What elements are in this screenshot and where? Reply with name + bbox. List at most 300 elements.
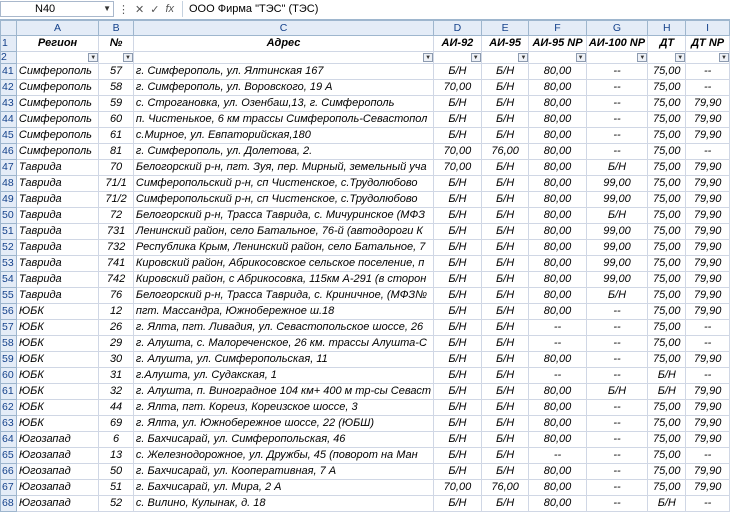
cell-ai95[interactable]: Б/Н [481,288,529,304]
cell-ai95np[interactable]: 80,00 [529,64,586,80]
cell-num[interactable]: 71/1 [99,176,134,192]
cell-region[interactable]: Таврида [16,256,98,272]
cell-region[interactable]: Югозапад [16,496,98,512]
cell-dt[interactable]: 75,00 [648,336,686,352]
row-header[interactable]: 47 [1,160,17,176]
row-header[interactable]: 52 [1,240,17,256]
cell-dtnp[interactable]: 79,90 [686,480,730,496]
row-header[interactable]: 2 [1,52,17,64]
cell-ai95[interactable]: Б/Н [481,368,529,384]
cell-num[interactable]: 52 [99,496,134,512]
cell-ai95[interactable]: Б/Н [481,352,529,368]
row-header[interactable]: 55 [1,288,17,304]
cell-ai95[interactable]: Б/Н [481,400,529,416]
cell-dtnp[interactable]: 79,90 [686,352,730,368]
cell-address[interactable]: Кировский район, с Абрикосовка, 115км А-291 (в сторон [133,272,433,288]
chevron-down-icon[interactable]: ▼ [103,4,111,13]
cell-ai95[interactable]: 76,00 [481,480,529,496]
cell-ai95np[interactable]: 80,00 [529,464,586,480]
cell-address[interactable]: Белогорский р-н, Трасса Таврида, с. Криничное, (МФЗ№ [133,288,433,304]
row-header[interactable]: 68 [1,496,17,512]
cell-ai95[interactable]: Б/Н [481,208,529,224]
cell-dtnp[interactable]: 79,90 [686,192,730,208]
column-header-h[interactable]: H [648,21,686,36]
cell-address[interactable]: г. Бахчисарай, ул. Кооперативная, 7 А [133,464,433,480]
cell-ai95np[interactable]: 80,00 [529,144,586,160]
cell-ai95[interactable]: Б/Н [481,96,529,112]
cell-address[interactable]: с. Вилино, Кулынак, д. 18 [133,496,433,512]
row-header[interactable]: 60 [1,368,17,384]
cancel-icon[interactable]: ✕ [135,3,145,16]
cell-ai100np[interactable]: Б/Н [586,160,648,176]
cell-ai100np[interactable]: -- [586,80,648,96]
cell-ai95[interactable]: Б/Н [481,112,529,128]
cell-address[interactable]: пгт. Массандра, Южнобережное ш.18 [133,304,433,320]
cell-ai100np[interactable]: -- [586,128,648,144]
cell-dtnp[interactable]: 79,90 [686,208,730,224]
cell-address[interactable]: Симферопольский р-н, сп Чистенское, с.Трудолюбово [133,192,433,208]
row-header[interactable]: 58 [1,336,17,352]
cell-ai100np[interactable]: -- [586,464,648,480]
cell-ai92[interactable]: Б/Н [434,96,482,112]
header-dtnp[interactable]: ДТ NP [686,36,730,52]
cell-num[interactable]: 26 [99,320,134,336]
cell-ai100np[interactable]: Б/Н [586,384,648,400]
cell-ai92[interactable]: Б/Н [434,400,482,416]
header-num[interactable]: № [99,36,134,52]
cell-dt[interactable]: 75,00 [648,256,686,272]
cell-address[interactable]: с.Мирное, ул. Евпаторийская,180 [133,128,433,144]
cell-ai95np[interactable]: 80,00 [529,272,586,288]
cell-ai95np[interactable]: -- [529,320,586,336]
cell-num[interactable]: 31 [99,368,134,384]
cell-ai92[interactable]: Б/Н [434,256,482,272]
cell-ai100np[interactable]: 99,00 [586,176,648,192]
cell-address[interactable]: г. Симферополь, ул. Ялтинская 167 [133,64,433,80]
cell-ai95[interactable]: Б/Н [481,336,529,352]
cell-ai92[interactable]: Б/Н [434,208,482,224]
cell-ai95[interactable]: Б/Н [481,176,529,192]
cell-dtnp[interactable]: -- [686,144,730,160]
row-header[interactable]: 44 [1,112,17,128]
cell-ai95np[interactable]: 80,00 [529,304,586,320]
cell-dt[interactable]: 75,00 [648,464,686,480]
cell-region[interactable]: ЮБК [16,352,98,368]
cell-ai95np[interactable]: 80,00 [529,432,586,448]
cell-ai92[interactable]: Б/Н [434,112,482,128]
cell-dtnp[interactable]: -- [686,448,730,464]
cell-ai92[interactable]: 70,00 [434,144,482,160]
cell-dt[interactable]: Б/Н [648,384,686,400]
cell-ai95np[interactable]: 80,00 [529,176,586,192]
row-header[interactable]: 64 [1,432,17,448]
cell-num[interactable]: 44 [99,400,134,416]
cell-ai95[interactable]: Б/Н [481,272,529,288]
cell-ai95np[interactable]: 80,00 [529,112,586,128]
column-header-i[interactable]: I [686,21,730,36]
cell-dtnp[interactable]: 79,90 [686,384,730,400]
cell-region[interactable]: Таврида [16,272,98,288]
cell-dt[interactable]: 75,00 [648,176,686,192]
cell-ai95[interactable]: Б/Н [481,128,529,144]
cell-ai95np[interactable]: 80,00 [529,416,586,432]
filter-dropdown-icon[interactable]: ▼ [471,53,481,62]
cell-ai95[interactable]: Б/Н [481,432,529,448]
cell-ai100np[interactable]: -- [586,496,648,512]
cell-region[interactable]: Таврида [16,208,98,224]
cell-ai92[interactable]: 70,00 [434,480,482,496]
enter-icon[interactable]: ✓ [150,3,160,16]
cell-region[interactable]: Югозапад [16,448,98,464]
cell-address[interactable]: г. Алушта, ул. Симферопольская, 11 [133,352,433,368]
row-header[interactable]: 67 [1,480,17,496]
cell-ai100np[interactable]: -- [586,448,648,464]
header-dt[interactable]: ДТ [648,36,686,52]
select-all-corner[interactable] [1,21,17,36]
column-header-d[interactable]: D [434,21,482,36]
cell-region[interactable]: Югозапад [16,464,98,480]
cell-address[interactable]: г. Бахчисарай, ул. Симферопольская, 46 [133,432,433,448]
cell-num[interactable]: 742 [99,272,134,288]
cell-dtnp[interactable]: 79,90 [686,96,730,112]
cell-num[interactable]: 29 [99,336,134,352]
cell-num[interactable]: 13 [99,448,134,464]
cell-ai100np[interactable]: 99,00 [586,240,648,256]
cell-dtnp[interactable]: 79,90 [686,128,730,144]
row-header[interactable]: 50 [1,208,17,224]
insert-function-icon[interactable]: fx [165,3,174,15]
cell-dt[interactable]: 75,00 [648,352,686,368]
cell-ai92[interactable]: Б/Н [434,240,482,256]
cell-address[interactable]: г. Ялта, пгт. Ливадия, ул. Севастопольское шоссе, 26 [133,320,433,336]
cell-ai100np[interactable]: Б/Н [586,288,648,304]
cell-ai92[interactable]: Б/Н [434,448,482,464]
cell-ai95[interactable]: Б/Н [481,320,529,336]
column-header-g[interactable]: G [586,21,648,36]
cell-region[interactable]: Таврида [16,288,98,304]
cell-dtnp[interactable]: 79,90 [686,416,730,432]
cell-region[interactable]: Симферополь [16,112,98,128]
cell-ai95[interactable]: Б/Н [481,240,529,256]
cell-region[interactable]: Таврида [16,224,98,240]
row-header[interactable]: 45 [1,128,17,144]
cell-ai92[interactable]: Б/Н [434,288,482,304]
cell-region[interactable]: Таврида [16,176,98,192]
cell-ai95np[interactable]: 80,00 [529,288,586,304]
cell-ai100np[interactable]: Б/Н [586,208,648,224]
cell-address[interactable]: Симферопольский р-н, сп Чистенское, с.Трудолюбово [133,176,433,192]
cell-dtnp[interactable]: 79,90 [686,256,730,272]
cell-ai92[interactable]: Б/Н [434,432,482,448]
cell-region[interactable]: ЮБК [16,368,98,384]
cell-ai95[interactable]: Б/Н [481,80,529,96]
row-header[interactable]: 1 [1,36,17,52]
cell-region[interactable]: Симферополь [16,144,98,160]
cell-dt[interactable]: Б/Н [648,368,686,384]
header-ai100np[interactable]: АИ-100 NP [586,36,648,52]
cell-dt[interactable]: 75,00 [648,304,686,320]
row-header[interactable]: 41 [1,64,17,80]
cell-dt[interactable]: 75,00 [648,480,686,496]
cell-address[interactable]: с. Строгановка, ул. Озенбаш,13, г. Симферополь [133,96,433,112]
cell-ai92[interactable]: Б/Н [434,384,482,400]
cell-ai100np[interactable]: 99,00 [586,192,648,208]
cell-dtnp[interactable]: 79,90 [686,464,730,480]
cell-ai95np[interactable]: 80,00 [529,160,586,176]
cell-ai95[interactable]: Б/Н [481,384,529,400]
cell-region[interactable]: ЮБК [16,384,98,400]
row-header[interactable]: 56 [1,304,17,320]
row-header[interactable]: 63 [1,416,17,432]
header-region[interactable]: Регион [16,36,98,52]
cell-num[interactable]: 81 [99,144,134,160]
cell-dtnp[interactable]: -- [686,496,730,512]
cell-dt[interactable]: 75,00 [648,208,686,224]
row-header[interactable]: 65 [1,448,17,464]
cell-dtnp[interactable]: 79,90 [686,304,730,320]
row-header[interactable]: 57 [1,320,17,336]
cell-num[interactable]: 30 [99,352,134,368]
cell-num[interactable]: 59 [99,96,134,112]
column-header-c[interactable]: C [133,21,433,36]
cell-region[interactable]: ЮБК [16,304,98,320]
cell-ai95np[interactable]: 80,00 [529,224,586,240]
cell-region[interactable]: ЮБК [16,336,98,352]
cell-dtnp[interactable]: 79,90 [686,432,730,448]
name-box[interactable] [0,1,114,17]
cell-dt[interactable]: 75,00 [648,112,686,128]
cell-ai100np[interactable]: -- [586,480,648,496]
cell-dt[interactable]: 75,00 [648,400,686,416]
cell-ai100np[interactable]: -- [586,336,648,352]
cell-ai95np[interactable]: 80,00 [529,384,586,400]
cell-ai95[interactable]: Б/Н [481,192,529,208]
row-header[interactable]: 53 [1,256,17,272]
cell-ai100np[interactable]: 99,00 [586,224,648,240]
cell-ai100np[interactable]: -- [586,112,648,128]
cell-dtnp[interactable]: -- [686,320,730,336]
cell-num[interactable]: 732 [99,240,134,256]
cell-address[interactable]: Кировский район, Абрикосовское сельское поселение, п [133,256,433,272]
cell-ai95[interactable]: Б/Н [481,416,529,432]
cell-ai95np[interactable]: -- [529,448,586,464]
cell-ai95[interactable]: Б/Н [481,160,529,176]
cell-num[interactable]: 57 [99,64,134,80]
column-header-e[interactable]: E [481,21,529,36]
cell-num[interactable]: 69 [99,416,134,432]
row-header[interactable]: 54 [1,272,17,288]
cell-dt[interactable]: 75,00 [648,192,686,208]
header-ai95[interactable]: АИ-95 [481,36,529,52]
cell-ai95[interactable]: Б/Н [481,448,529,464]
cell-ai95[interactable]: Б/Н [481,496,529,512]
cell-address[interactable]: Республика Крым, Ленинский район, село Батальное, 7 [133,240,433,256]
cell-region[interactable]: Симферополь [16,64,98,80]
cell-address[interactable]: г. Симферополь, ул. Воровского, 19 А [133,80,433,96]
cell-ai95np[interactable]: 80,00 [529,128,586,144]
cell-dt[interactable]: 75,00 [648,240,686,256]
cell-dtnp[interactable]: -- [686,64,730,80]
filter-dropdown-icon[interactable]: ▼ [675,53,685,62]
cell-num[interactable]: 32 [99,384,134,400]
cell-region[interactable]: Симферополь [16,96,98,112]
cell-ai95np[interactable]: -- [529,368,586,384]
cell-ai92[interactable]: Б/Н [434,304,482,320]
cell-ai100np[interactable]: -- [586,304,648,320]
cell-address[interactable]: г. Алушта, п. Виноградное 104 км+ 400 м тр-сы Севаст [133,384,433,400]
cell-ai95[interactable]: 76,00 [481,144,529,160]
cell-ai95np[interactable]: 80,00 [529,192,586,208]
cell-region[interactable]: Симферополь [16,128,98,144]
cell-ai92[interactable]: Б/Н [434,368,482,384]
row-header[interactable]: 48 [1,176,17,192]
cell-ai95[interactable]: Б/Н [481,464,529,480]
cell-region[interactable]: Таврида [16,240,98,256]
filter-dropdown-icon[interactable]: ▼ [88,53,98,62]
cell-num[interactable]: 6 [99,432,134,448]
cell-num[interactable]: 741 [99,256,134,272]
cell-ai95[interactable]: Б/Н [481,224,529,240]
cell-num[interactable]: 72 [99,208,134,224]
cell-address[interactable]: г. Симферополь, ул. Долетова, 2. [133,144,433,160]
cell-dtnp[interactable]: 79,90 [686,400,730,416]
cell-region[interactable]: Таврида [16,160,98,176]
cell-dtnp[interactable]: 79,90 [686,176,730,192]
cell-region[interactable]: Симферополь [16,80,98,96]
header-ai92[interactable]: АИ-92 [434,36,482,52]
cell-dt[interactable]: Б/Н [648,496,686,512]
cell-ai95np[interactable]: 80,00 [529,496,586,512]
cell-ai92[interactable]: Б/Н [434,352,482,368]
cell-dtnp[interactable]: 79,90 [686,288,730,304]
cell-ai92[interactable]: Б/Н [434,272,482,288]
cell-ai100np[interactable]: -- [586,400,648,416]
cell-ai95np[interactable]: 80,00 [529,96,586,112]
cell-dt[interactable]: 75,00 [648,80,686,96]
cell-ai95[interactable]: Б/Н [481,304,529,320]
cell-ai100np[interactable]: -- [586,352,648,368]
header-ai95np[interactable]: АИ-95 NP [529,36,586,52]
column-header-b[interactable]: B [99,21,134,36]
cell-address[interactable]: п. Чистенькое, 6 км трассы Симферополь-Севастопол [133,112,433,128]
cell-ai100np[interactable]: -- [586,64,648,80]
cell-ai92[interactable]: 70,00 [434,80,482,96]
cell-ai95np[interactable]: -- [529,336,586,352]
cell-address[interactable]: г. Алушта, с. Малореченское, 26 км. трассы Алушта-С [133,336,433,352]
cell-ai92[interactable]: 70,00 [434,160,482,176]
row-header[interactable]: 62 [1,400,17,416]
cell-dtnp[interactable]: -- [686,336,730,352]
cell-num[interactable]: 60 [99,112,134,128]
cell-region[interactable]: Югозапад [16,480,98,496]
row-header[interactable]: 46 [1,144,17,160]
cell-dt[interactable]: 75,00 [648,320,686,336]
cell-ai92[interactable]: Б/Н [434,128,482,144]
cell-ai100np[interactable]: -- [586,320,648,336]
cell-ai100np[interactable]: 99,00 [586,256,648,272]
cell-num[interactable]: 731 [99,224,134,240]
cell-ai100np[interactable]: -- [586,416,648,432]
row-header[interactable]: 43 [1,96,17,112]
cell-ai95np[interactable]: 80,00 [529,400,586,416]
cell-ai92[interactable]: Б/Н [434,464,482,480]
column-header-a[interactable]: A [16,21,98,36]
cell-num[interactable]: 58 [99,80,134,96]
header-address[interactable]: Адрес [133,36,433,52]
cell-dtnp[interactable]: 79,90 [686,224,730,240]
cell-region[interactable]: ЮБК [16,400,98,416]
filter-dropdown-icon[interactable]: ▼ [518,53,528,62]
cell-address[interactable]: с. Железнодорожное, ул. Дружбы, 45 (поворот на Ман [133,448,433,464]
spreadsheet-grid[interactable] [0,20,730,512]
cell-dtnp[interactable]: 79,90 [686,272,730,288]
cell-address[interactable]: г. Ялта, ул. Южнобережное шоссе, 22 (ЮБШ) [133,416,433,432]
cell-ai100np[interactable]: -- [586,368,648,384]
cell-ai100np[interactable]: -- [586,432,648,448]
cell-ai95[interactable]: Б/Н [481,256,529,272]
row-header[interactable]: 59 [1,352,17,368]
filter-dropdown-icon[interactable]: ▼ [423,53,433,62]
cell-ai100np[interactable]: 99,00 [586,272,648,288]
cell-region[interactable]: ЮБК [16,416,98,432]
cell-num[interactable]: 70 [99,160,134,176]
cell-dtnp[interactable]: 79,90 [686,240,730,256]
cell-dtnp[interactable]: 79,90 [686,112,730,128]
cell-dt[interactable]: 75,00 [648,288,686,304]
cell-dt[interactable]: 75,00 [648,160,686,176]
cell-ai92[interactable]: Б/Н [434,336,482,352]
cell-address[interactable]: г. Ялта, пгт. Кореиз, Кореизское шоссе, 3 [133,400,433,416]
cell-ai95np[interactable]: 80,00 [529,208,586,224]
cell-num[interactable]: 12 [99,304,134,320]
cell-region[interactable]: ЮБК [16,320,98,336]
formula-input[interactable]: ООО Фирма "ТЭС" (ТЭС) [182,1,730,17]
row-header[interactable]: 61 [1,384,17,400]
cell-dt[interactable]: 75,00 [648,432,686,448]
cell-dt[interactable]: 75,00 [648,416,686,432]
filter-dropdown-icon[interactable]: ▼ [576,53,586,62]
cell-ai100np[interactable]: -- [586,144,648,160]
cell-dtnp[interactable]: -- [686,368,730,384]
cell-dtnp[interactable]: -- [686,80,730,96]
column-header-f[interactable]: F [529,21,586,36]
cell-dt[interactable]: 75,00 [648,272,686,288]
cell-dt[interactable]: 75,00 [648,144,686,160]
cell-ai92[interactable]: Б/Н [434,416,482,432]
cell-address[interactable]: Ленинский район, село Батальное, 76-й (автодороги К [133,224,433,240]
filter-dropdown-icon[interactable]: ▼ [123,53,133,62]
cell-num[interactable]: 76 [99,288,134,304]
cell-num[interactable]: 71/2 [99,192,134,208]
cell-region[interactable]: Таврида [16,192,98,208]
cell-ai95np[interactable]: 80,00 [529,256,586,272]
cell-ai95np[interactable]: 80,00 [529,480,586,496]
cell-ai92[interactable]: Б/Н [434,64,482,80]
cell-address[interactable]: г. Бахчисарай, ул. Мира, 2 А [133,480,433,496]
cell-region[interactable]: Югозапад [16,432,98,448]
row-header[interactable]: 51 [1,224,17,240]
cell-dt[interactable]: 75,00 [648,96,686,112]
cell-ai95[interactable]: Б/Н [481,64,529,80]
cell-ai92[interactable]: Б/Н [434,320,482,336]
filter-dropdown-icon[interactable]: ▼ [637,53,647,62]
filter-dropdown-icon[interactable]: ▼ [719,53,729,62]
cell-num[interactable]: 61 [99,128,134,144]
cell-address[interactable]: Белогорский р-н, Трасса Таврида, с. Мичуринское (МФЗ [133,208,433,224]
cell-dt[interactable]: 75,00 [648,448,686,464]
cell-ai92[interactable]: Б/Н [434,176,482,192]
cell-ai100np[interactable]: -- [586,96,648,112]
